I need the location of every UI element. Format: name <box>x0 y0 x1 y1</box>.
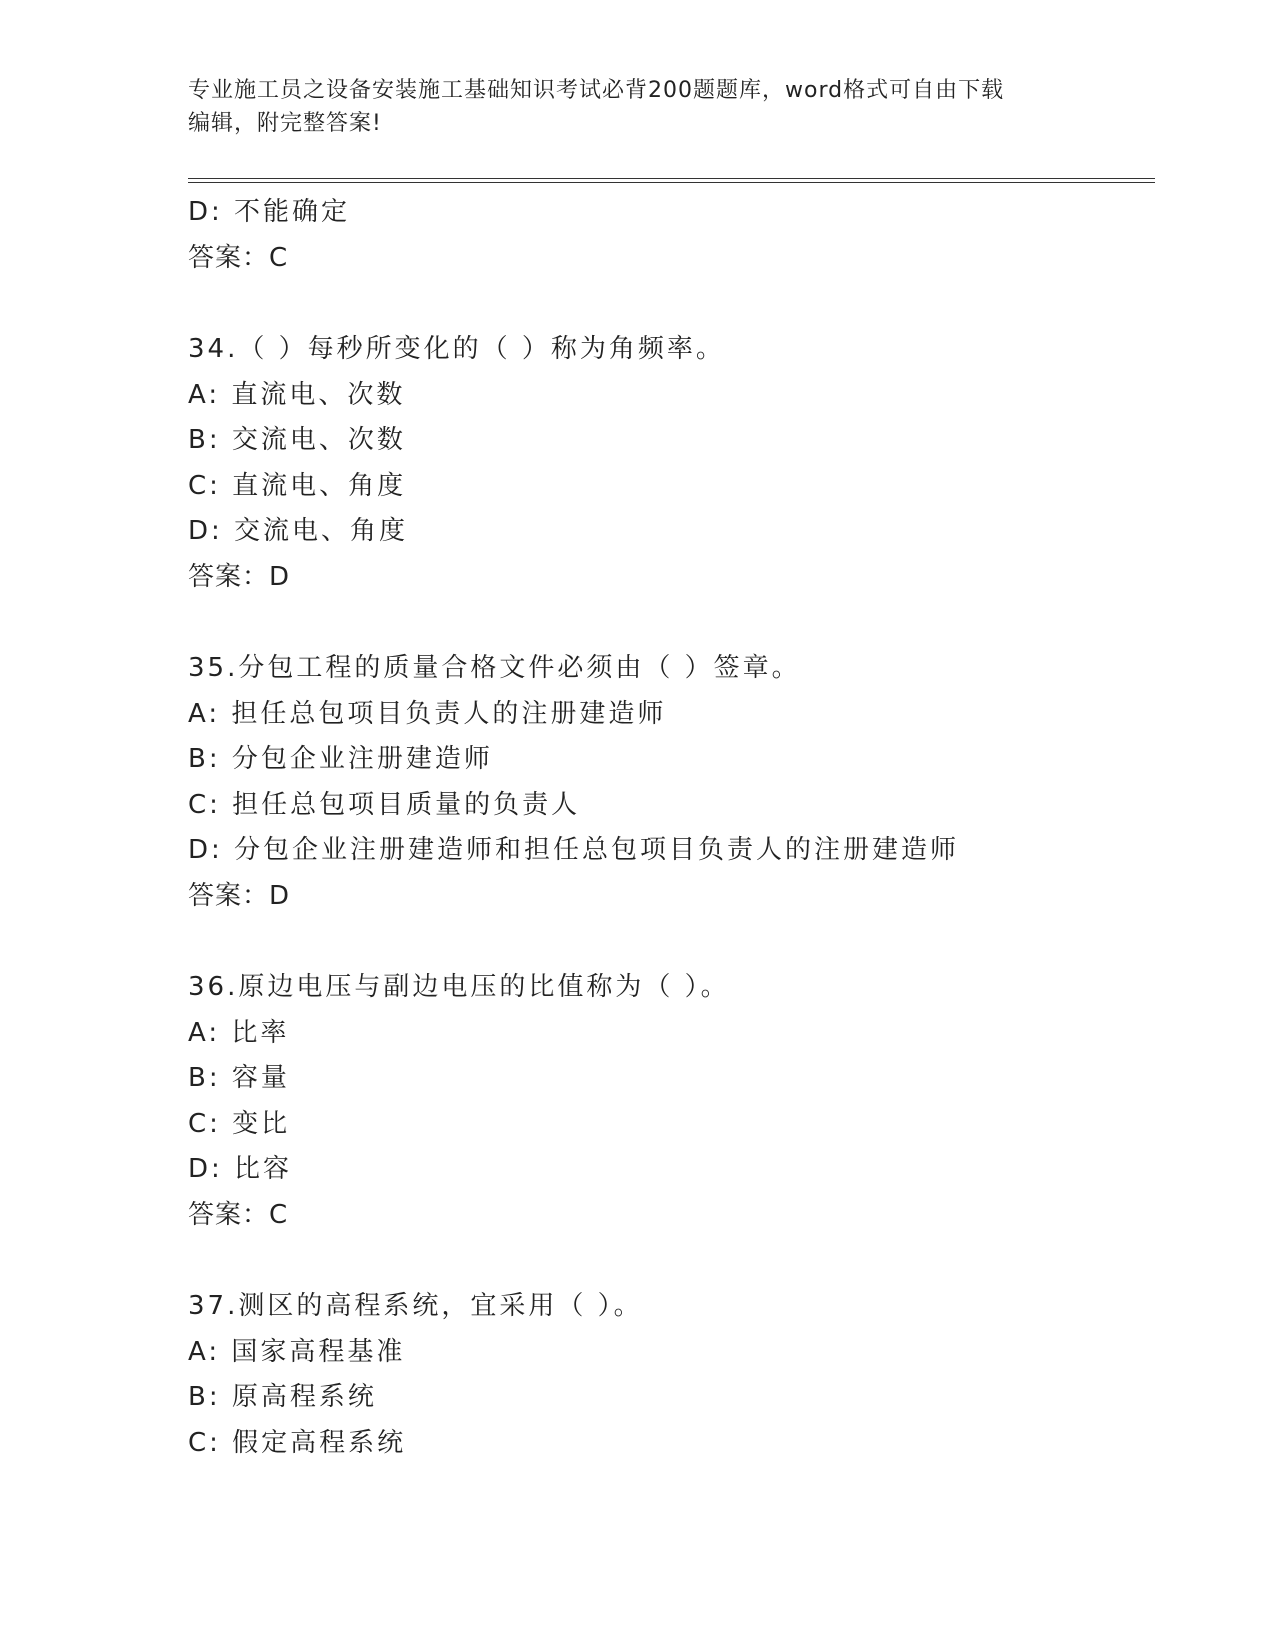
question-35-option-c: C: 担任总包项目质量的负责人 <box>188 789 581 820</box>
spacer <box>188 1238 1188 1284</box>
question-34-stem: 34.（ ）每秒所变化的（ ）称为角频率。 <box>188 334 725 364</box>
question-35-option-b: B: 分包企业注册建造师 <box>188 744 493 774</box>
header-divider <box>188 178 1155 183</box>
question-37-option-b: B: 原高程系统 <box>188 1382 377 1412</box>
question-34-answer: 答案：D <box>188 561 291 592</box>
question-34-option-d: D: 交流电、角度 <box>188 516 409 546</box>
question-37-option-c: C: 假定高程系统 <box>188 1427 407 1458</box>
prev-option-d: D: 不能确定 <box>188 197 351 227</box>
question-content <box>188 190 1188 1466</box>
page-header <box>188 74 1068 140</box>
question-36-option-d: D: 比容 <box>188 1154 293 1184</box>
header-title-line-2: 编辑，附完整答案! <box>188 111 382 136</box>
spacer <box>188 600 1188 646</box>
spacer <box>188 281 1188 327</box>
question-34-option-c: C: 直流电、角度 <box>188 470 407 501</box>
spacer <box>188 919 1188 965</box>
question-36-option-c: C: 变比 <box>188 1108 291 1139</box>
question-36-stem: 36.原边电压与副边电压的比值称为（ ）。 <box>188 972 730 1002</box>
question-35-option-a: A: 担任总包项目负责人的注册建造师 <box>188 698 667 729</box>
question-35-answer: 答案：D <box>188 880 291 911</box>
question-37-option-a: A: 国家高程基准 <box>188 1336 406 1367</box>
question-36-option-a: A: 比率 <box>188 1017 290 1048</box>
question-36-option-b: B: 容量 <box>188 1063 290 1093</box>
header-title-line-1: 专业施工员之设备安装施工基础知识考试必背200题题库，word格式可自由下载 <box>188 78 1005 103</box>
question-35-option-d: D: 分包企业注册建造师和担任总包项目负责人的注册建造师 <box>188 835 960 865</box>
question-37-stem: 37.测区的高程系统，宜采用（ ）。 <box>188 1291 643 1321</box>
question-35-stem: 35.分包工程的质量合格文件必须由（ ）签章。 <box>188 653 801 683</box>
question-36-answer: 答案：C <box>188 1199 289 1230</box>
question-34-option-a: A: 直流电、次数 <box>188 379 406 410</box>
question-34-option-b: B: 交流电、次数 <box>188 425 406 455</box>
prev-answer: 答案：C <box>188 242 289 273</box>
